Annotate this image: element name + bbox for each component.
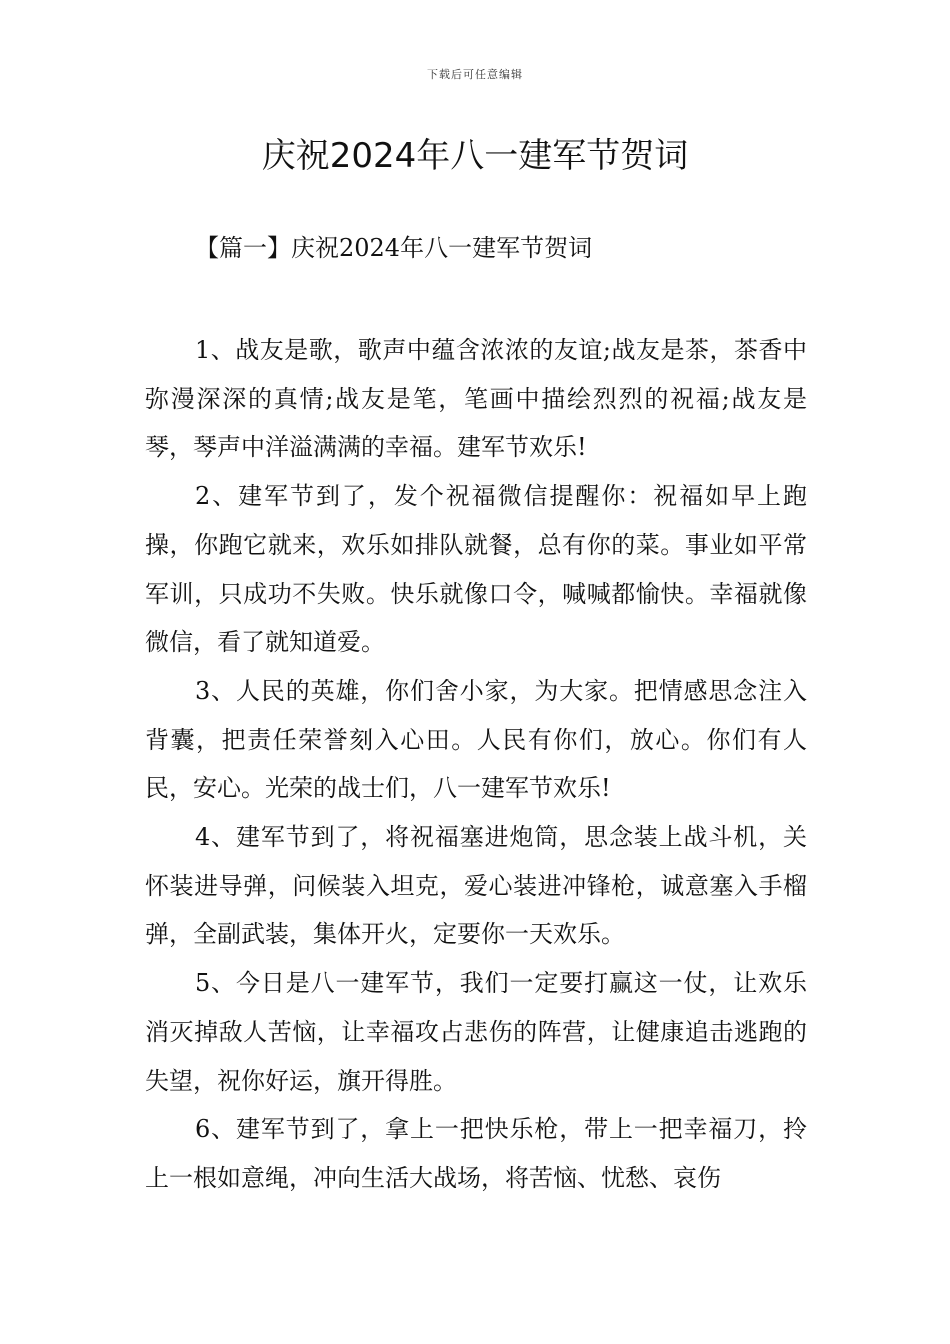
paragraph-1: 1、战友是歌，歌声中蕴含浓浓的友谊;战友是茶，茶香中弥漫深深的真情;战友是笔，笔画中描绘烈烈的祝福;战友是琴，琴声中洋溢满满的幸福。建军节欢乐! (145, 336, 807, 462)
paragraph-4: 4、建军节到了，将祝福塞进炮筒，思念装上战斗机，关怀装进导弹，问候装入坦克，爱心装进冲锋枪，诚意塞入手榴弹，全副武装，集体开火，定要你一天欢乐。 (145, 823, 807, 949)
paragraph-3: 3、人民的英雄，你们舍小家，为大家。把情感思念注入背囊，把责任荣誉刻入心田。人民有你们，放心。你们有人民，安心。光荣的战士们，八一建军节欢乐! (145, 676, 807, 803)
paragraph-5: 5、今日是八一建军节，我们一定要打赢这一仗，让欢乐消灭掉敌人苦恼，让幸福攻占悲伤的阵营，让健康追击逃跑的失望，祝你好运，旗开得胜。 (145, 969, 807, 1095)
document-body (145, 326, 807, 1203)
document-title: 庆祝2024年八一建军节贺词 (261, 136, 689, 176)
header-note: 下载后可任意编辑 (427, 68, 523, 81)
paragraph-6: 6、建军节到了，拿上一把快乐枪，带上一把幸福刀，拎上一根如意绳，冲向生活大战场，将苦恼、忧愁、哀伤 (145, 1115, 807, 1192)
paragraph-2: 2、建军节到了，发个祝福微信提醒你：祝福如早上跑操，你跑它就来，欢乐如排队就餐，总有你的菜。事业如平常军训，只成功不失败。快乐就像口令，喊喊都愉快。幸福就像微信，看了就知道爱。 (145, 482, 807, 657)
section-heading: 【篇一】庆祝2024年八一建军节贺词 (195, 234, 593, 262)
